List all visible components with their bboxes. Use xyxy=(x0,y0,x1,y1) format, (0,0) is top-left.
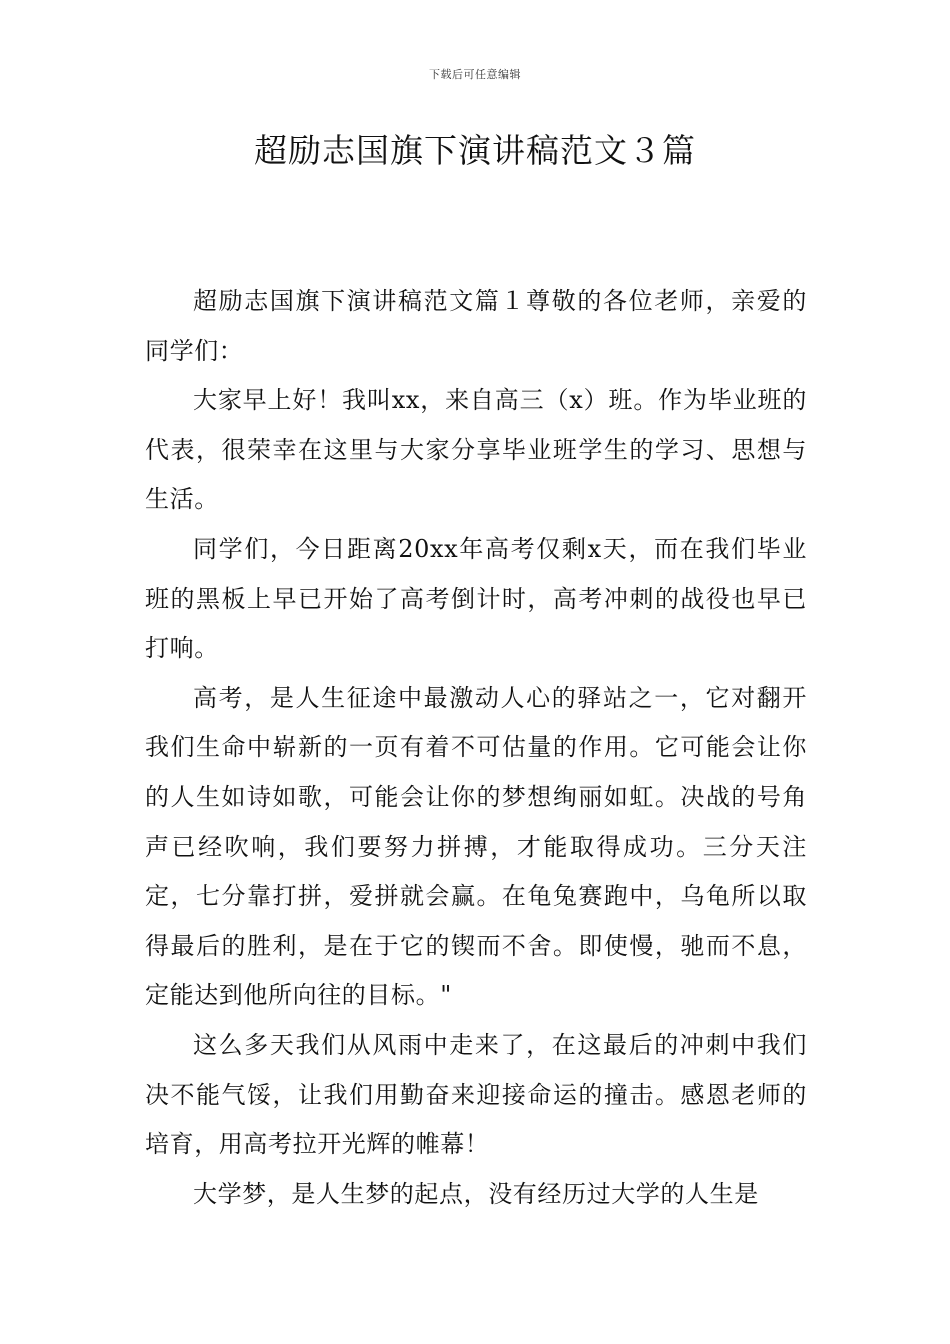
body-paragraph: 大学梦，是人生梦的起点，没有经历过大学的人生是 xyxy=(193,1179,759,1208)
body-paragraph: 这么多天我们从风雨中走来了，在这最后的冲刺中我们决不能气馁，让我们用勤奋来迎接命运的撞击。感恩老师的培育，用高考拉开光辉的帷幕！ xyxy=(145,1030,807,1159)
body-paragraph: 超励志国旗下演讲稿范文篇１尊敬的各位老师，亲爱的同学们： xyxy=(145,287,807,365)
header-note: 下载后可任意编辑 xyxy=(429,68,521,81)
body-paragraph: 同学们，今日距离20xx年高考仅剩x天，而在我们毕业班的黑板上早已开始了高考倒计时，高考冲刺的战役也早已打响。 xyxy=(145,534,807,663)
document-body xyxy=(145,277,807,1219)
body-paragraph: 大家早上好！我叫xx，来自高三（x）班。作为毕业班的代表，很荣幸在这里与大家分享毕业班学生的学习、思想与生活。 xyxy=(145,386,807,514)
document-title: 超励志国旗下演讲稿范文３篇 xyxy=(254,131,696,170)
body-paragraph: 高考，是人生征途中最激动人心的驿站之一，它对翻开我们生命中崭新的一页有着不可估量的作用。它可能会让你的人生如诗如歌，可能会让你的梦想绚丽如虹。决战的号角声已经吹响，我们要努力拼搏，才能取得成功。三分天注定，七分靠打拼，爱拼就会赢。在龟兔赛跑中，乌龟所以取得最后的胜利，是在于它的锲而不舍。即使慢，驰而不息，定能达到他所向往的目标。" xyxy=(145,683,807,1010)
